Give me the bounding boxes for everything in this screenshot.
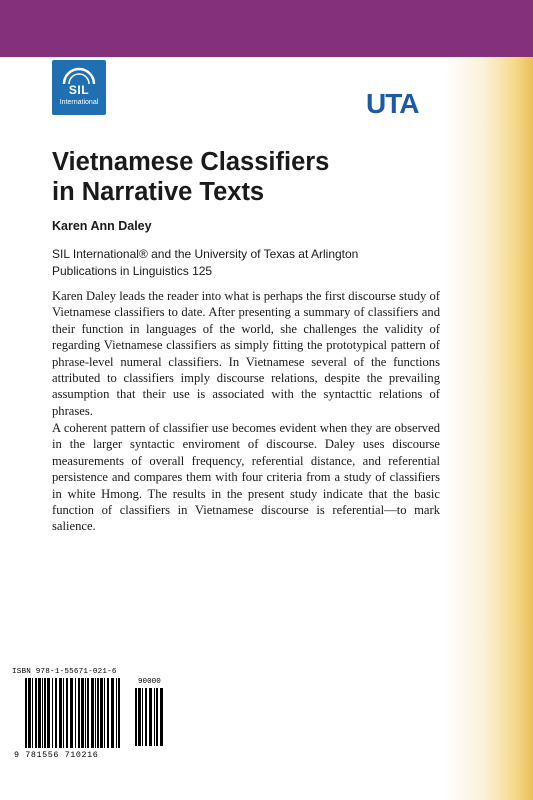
sil-logo-subtext: International [59,99,99,106]
barcode-bar [55,678,57,748]
gold-gradient-edge [443,57,533,800]
barcode-bar [25,678,27,748]
barcode-bar [47,678,50,748]
price-barcode [134,688,166,746]
author-name: Karen Ann Daley [52,219,152,233]
isbn-label: ISBN 978-1-55671-021-6 [12,668,117,676]
barcode-bar [63,678,64,748]
uta-logo: UTA [366,88,419,119]
barcode-bar [87,678,89,748]
barcode-bar [154,688,155,746]
sil-logo-text: SIL [68,83,90,97]
publisher-line-1: SIL International® and the University of Texas at Arlington [52,247,359,261]
book-title [52,147,432,207]
barcode-bar [138,688,141,746]
barcode-bar [85,678,86,748]
title-line-2: in Narrative Texts [52,178,265,206]
barcode-bar [107,678,109,748]
barcode-bar [156,688,158,746]
title-line-1: Vietnamese Classifiers [52,148,330,176]
barcode-bar [81,678,84,748]
barcode-bar [104,678,105,748]
barcode-bar [75,678,76,748]
barcode-bar [149,688,152,746]
barcode-bar [59,678,62,748]
description-paragraph-1: Karen Daley leads the reader into what is perhaps the first discourse study of Vietnamese classifiers to date. After presenting a summary of classifiers and their function in languages of the world, she challenges the validity of regarding Vietnamese classifiers as simply fitting the prototypical pattern of phrase-level numeral classifiers. In Vietnamese several of the functions attributed to classifiers imply discourse relations, despite the prevailing assumption that their use is associated with the syntacttic relations of phrases. [52,289,440,418]
barcode-bar [135,688,137,746]
barcode-bar [70,678,73,748]
barcode-bar [116,678,117,748]
top-color-band [0,0,533,57]
price-code: 90000 [138,678,161,686]
barcode-bar [32,678,33,748]
barcode-bar [118,678,120,748]
barcode-bar [38,678,41,748]
barcode-bar [35,678,37,748]
barcode-bar [111,678,114,748]
barcode-bar [91,678,94,748]
sil-international-logo [52,60,106,115]
isbn-barcode [24,678,122,748]
barcode-bar [142,688,143,746]
barcode-bar [78,678,80,748]
barcode-bar [97,678,99,748]
barcode-bar [42,678,43,748]
barcode-bar [160,688,163,746]
barcode-bar [66,678,68,748]
barcode-bar [100,678,103,748]
barcode-number: 9 781556 710216 [14,750,99,760]
description-paragraph-2: A coherent pattern of classifier use becomes evident when they are observed in the larger syntactic enviroment of discourse. Daley uses discourse measurements of overall frequency, referential distance, and referential persistence and compares them with four criteria from a study of classifiers in white Hmong. The results in the present study indicate that the basic function of classifiers in Vietnamese discourse is referential—to mark salience. [52,421,440,534]
series-line: Publications in Linguistics 125 [52,264,213,278]
barcode-bar [44,678,46,748]
barcode-bar [145,688,147,746]
barcode-bar [95,678,96,748]
barcode-bar [52,678,53,748]
publisher-info [52,246,412,280]
barcode-bar [28,678,31,748]
